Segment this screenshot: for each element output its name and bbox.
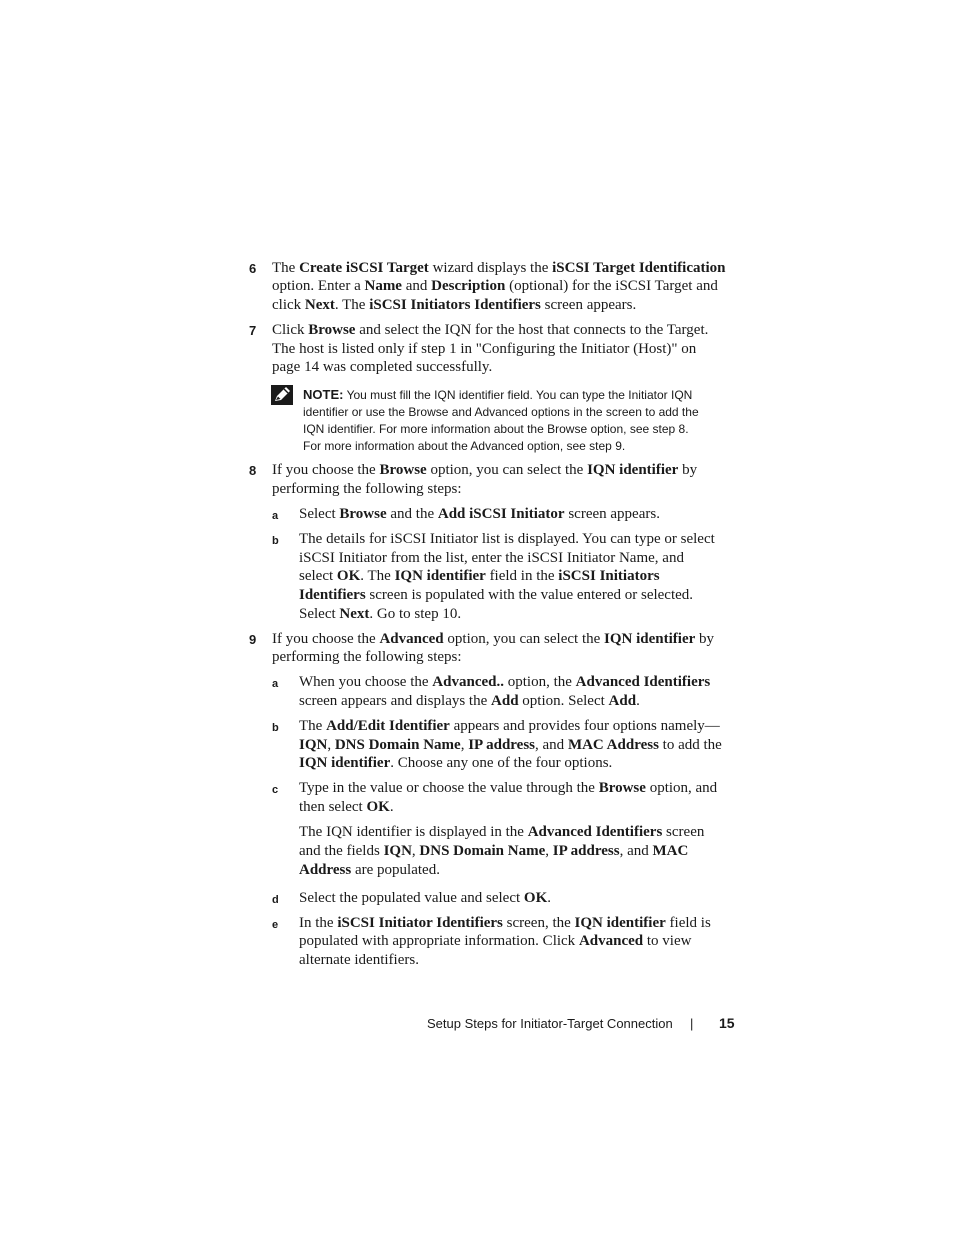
step-7-line-3: page 14 was completed successfully.: [272, 359, 493, 375]
substep-9c-line-1: Type in the value or choose the value through the Browse option, and: [299, 780, 718, 796]
substep-9c-para-line-1: The IQN identifier is displayed in the Advanced Identifiers screen: [299, 824, 705, 840]
substep-9d-line-1: Select the populated value and select OK.: [299, 890, 552, 906]
note-line-3: IQN identifier. For more information about the Browse option, see step 8.: [303, 422, 689, 436]
substep-9d-letter: d: [272, 894, 279, 906]
step-7-line-2: The host is listed only if step 1 in "Configuring the Initiator (Host)" on: [272, 341, 697, 357]
substep-9e-line-1: In the iSCSI Initiator Identifiers screen, the IQN identifier field is: [299, 915, 711, 931]
substep-9e-line-2: populated with appropriate information. Click Advanced to view: [299, 933, 692, 949]
substep-8b-line-2: iSCSI Initiator from the list, enter the iSCSI Initiator Name, and: [299, 550, 684, 566]
step-9-line-1: If you choose the Advanced option, you can select the IQN identifier by: [272, 631, 715, 647]
step-7-line-1: Click Browse and select the IQN for the host that connects to the Target.: [272, 322, 709, 338]
substep-9b-line-1: The Add/Edit Identifier appears and provides four options namely—: [299, 718, 720, 734]
substep-9c-letter: c: [272, 784, 279, 796]
note-line-4: For more information about the Advanced option, see step 9.: [303, 439, 626, 453]
substep-9e-letter: e: [272, 919, 279, 931]
step-8-line-2: performing the following steps:: [272, 481, 462, 497]
substep-9a-letter: a: [272, 678, 279, 690]
step-6-line-3: click Next. The iSCSI Initiators Identifiers screen appears.: [272, 297, 637, 313]
substep-9c-line-2: then select OK.: [299, 799, 394, 815]
substep-9a-line-1: When you choose the Advanced.. option, the Advanced Identifiers: [299, 674, 711, 690]
substep-9c-para-line-2: and the fields IQN, DNS Domain Name, IP address, and MAC: [299, 843, 689, 859]
substep-9b-letter: b: [272, 722, 279, 734]
note-line-2: identifier or use the Browse and Advanced options in the screen to add the: [303, 405, 699, 419]
step-number-7: 7: [249, 323, 257, 338]
note-pencil-icon: [271, 385, 293, 405]
step-6-line-1: The Create iSCSI Target wizard displays the iSCSI Target Identification: [272, 260, 726, 276]
step-number-9: 9: [249, 632, 257, 647]
footer-chapter-title: Setup Steps for Initiator-Target Connection: [427, 1016, 673, 1031]
substep-8b-line-3: select OK. The IQN identifier field in the iSCSI Initiators: [299, 568, 660, 584]
substep-8b-line-1: The details for iSCSI Initiator list is displayed. You can type or select: [299, 531, 715, 547]
step-8-line-1: If you choose the Browse option, you can select the IQN identifier by: [272, 462, 698, 478]
substep-8b-line-5: Select Next. Go to step 10.: [299, 606, 462, 622]
substep-8b-line-4: Identifiers screen is populated with the value entered or selected.: [299, 587, 694, 603]
substep-9a-line-2: screen appears and displays the Add option. Select Add.: [299, 693, 640, 709]
footer-separator: |: [690, 1016, 694, 1031]
step-9-line-2: performing the following steps:: [272, 649, 462, 665]
note-line-1: NOTE: You must fill the IQN identifier field. You can type the Initiator IQN: [303, 387, 693, 402]
footer-page-number: 15: [719, 1015, 735, 1031]
substep-8a-letter: a: [272, 510, 279, 522]
substep-9c-para-line-3: Address are populated.: [299, 862, 440, 878]
step-6-line-2: option. Enter a Name and Description (optional) for the iSCSI Target and: [272, 278, 718, 294]
note-label: NOTE:: [303, 387, 344, 402]
step-number-6: 6: [249, 261, 257, 276]
substep-8a-line-1: Select Browse and the Add iSCSI Initiator screen appears.: [299, 506, 660, 522]
substep-8b-letter: b: [272, 535, 279, 547]
substep-9b-line-2: IQN, DNS Domain Name, IP address, and MAC Address to add the: [299, 737, 722, 753]
step-number-8: 8: [249, 463, 257, 478]
substep-9b-line-3: IQN identifier. Choose any one of the four options.: [299, 755, 613, 771]
substep-9e-line-3: alternate identifiers.: [299, 952, 419, 968]
